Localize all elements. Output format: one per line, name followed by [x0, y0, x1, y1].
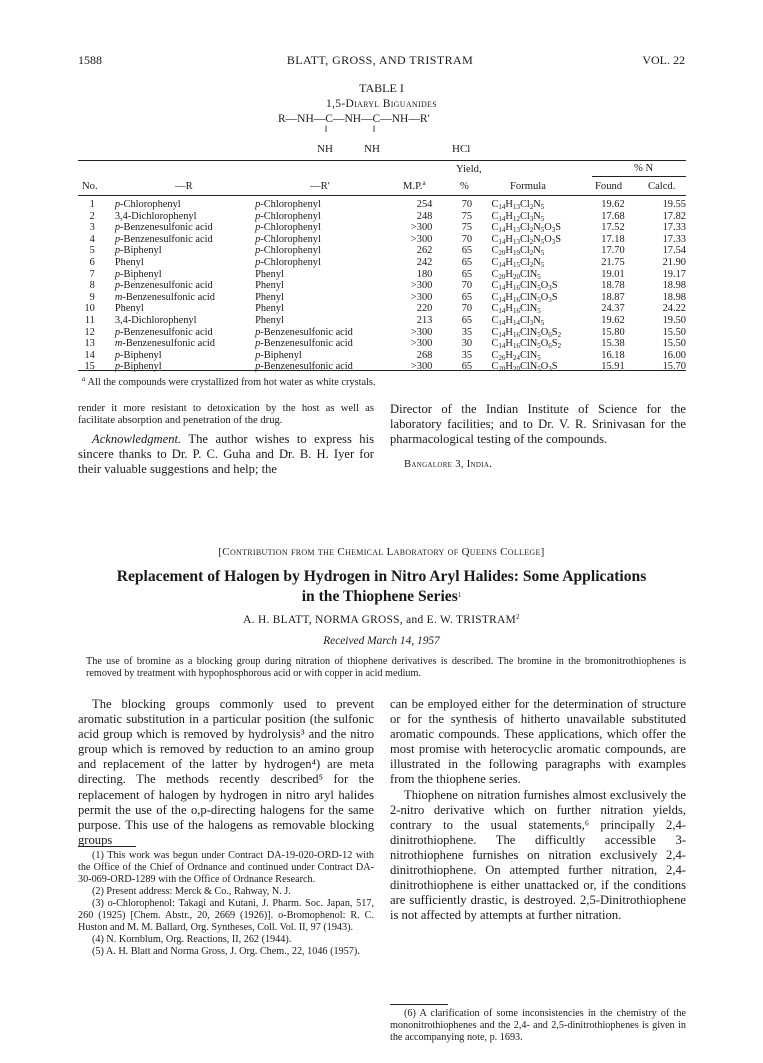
cell-yield: 70: [461, 233, 473, 245]
cell-found: 17.68: [601, 210, 625, 222]
header-formula: Formula: [510, 181, 546, 192]
cell-found: 19.62: [601, 314, 625, 326]
table-row: [78, 245, 686, 257]
cell-formula: $C_{20}H_{19}Cl_2N_5$: [491, 245, 545, 258]
cell-mp: >300: [410, 280, 433, 292]
cell-mp: >300: [410, 291, 433, 303]
table-row: [78, 211, 686, 223]
cell-r-prime: p-Chlorophenyl: [255, 199, 321, 210]
cell-r: p-Benzenesulfonic acid: [114, 222, 213, 234]
article-title: Replacement of Halogen by Hydrogen in Nitro Aryl Halides: Some Applications in the Thiophene Series$^1$: [116, 568, 647, 605]
cell-calcd: 21.90: [662, 256, 686, 268]
cell-no: 9: [89, 291, 95, 303]
cell-r: p-Biphenyl: [114, 349, 162, 361]
table-row: [78, 199, 686, 211]
table-row: [78, 338, 686, 350]
biguanide-table: [78, 199, 686, 373]
structure-formula: R—NH—C—NH—C—NH—R′: [278, 113, 431, 125]
cell-found: 19.62: [601, 199, 625, 210]
footnote-3: (3) o-Chlorophenol: Takagi and Kutani, J. Pharm. Soc. Japan, 517, 260 (1925) [Chem. Abstr., 20, 2669 (1926)]. o-Bromophenol: R. C. Huston and M. M. Ballard, Org. Syntheses, Coll. Vol. II, 97 (1943).: [78, 898, 374, 933]
footnote-6: (6) A clarification of some inconsistencies in the chemistry of the mononitrothiophenes and the 2,4- and 2,5-dinitrothiophenes is given in the accompanying note, p. 1693.: [390, 1008, 686, 1043]
cell-no: 1: [89, 199, 95, 210]
cell-mp: 262: [416, 245, 433, 257]
cell-r-prime: Phenyl: [255, 303, 284, 315]
cell-r-prime: p-Benzenesulfonic acid: [255, 326, 353, 338]
cell-calcd: 16.00: [662, 349, 686, 361]
table-row: [78, 350, 686, 362]
header-yield: Yield,: [456, 164, 482, 175]
cell-no: 14: [84, 349, 95, 361]
footnote-4: (4) N. Kornblum, Org. Reactions, II, 262 (1944).: [92, 934, 292, 945]
cell-found: 17.70: [601, 245, 625, 257]
double-bond-mark-2: ‖: [373, 124, 376, 134]
cell-found: 16.18: [601, 349, 625, 361]
cell-yield: 70: [461, 303, 473, 315]
cell-no: 5: [89, 245, 95, 257]
cell-formula: $C_{14}H_{16}ClN_5O_3S$: [491, 291, 558, 304]
table-row: [78, 234, 686, 246]
right-paragraph-2: Thiophene on nitration furnishes almost exclusively the 2-nitro derivative which on further nitration yields, contrary to the usual statements,⁶ principally 2,4-dinitrothiophene. The difficultly accessible 3-nitrothiophene furnishes on nitration exclusively 2,4-dinitrothiophene. On attempted further nitration, 2,4-dinitrothiophene is either unattacked or, if the conditions are sufficiently drastic, is destroyed. 2,5-Dinitrothiophene is not affected by attempts at further nitration.: [390, 787, 686, 923]
table-row: [78, 269, 686, 281]
cell-formula: $C_{14}H_{16}ClN_5$: [491, 303, 541, 316]
cell-found: 17.52: [601, 222, 625, 234]
cell-mp: >300: [410, 233, 433, 245]
cell-r-prime: p-Chlorophenyl: [255, 256, 321, 268]
cell-yield: 65: [461, 291, 473, 303]
cell-r-prime: Phenyl: [255, 314, 284, 326]
cell-no: 3: [89, 222, 95, 234]
cell-mp: >300: [410, 222, 433, 234]
table-top-rule: [78, 160, 686, 161]
cell-yield: 35: [461, 326, 473, 338]
cell-no: 4: [89, 233, 95, 245]
cell-found: 15.80: [601, 326, 625, 338]
cell-yield: 65: [461, 314, 473, 326]
cell-r: p-Biphenyl: [114, 361, 162, 373]
prev-article-right-text: Director of the Indian Institute of Science for the laboratory facilities; and to Dr. V. R. Srinivasan for the pharmacological testing of the compounds.: [390, 402, 686, 447]
cell-yield: 30: [461, 338, 473, 350]
cell-found: 18.87: [601, 291, 625, 303]
cell-mp: 180: [416, 268, 433, 280]
cell-yield: 35: [461, 349, 473, 361]
cell-r-prime: p-Chlorophenyl: [255, 210, 321, 222]
cell-r-prime: p-Chlorophenyl: [255, 233, 321, 245]
cell-calcd: 19.50: [662, 314, 686, 326]
cell-found: 15.38: [601, 338, 625, 350]
received-date: Received March 14, 1957: [323, 635, 440, 647]
cell-mp: >300: [410, 338, 433, 350]
cell-yield: 65: [461, 256, 473, 268]
cell-formula: $C_{14}H_{14}Cl_3N_5$: [491, 314, 545, 327]
cell-found: 15.91: [601, 361, 625, 373]
table-footnote: $^a$ All the compounds were crystallized from hot water as white crystals.: [82, 375, 376, 388]
cell-r: p-Benzenesulfonic acid: [114, 326, 213, 338]
cell-yield: 65: [461, 268, 473, 280]
cell-calcd: 17.33: [662, 233, 686, 245]
place-line: Bangalore 3, India.: [404, 459, 493, 471]
cell-r: p-Chlorophenyl: [114, 199, 181, 210]
structure-nh-1: NH: [317, 143, 333, 155]
cell-r-prime: p-Benzenesulfonic acid: [255, 338, 353, 350]
acknowledgment: Acknowledgment. The author wishes to express his sincere thanks to Dr. P. C. Guha and Dr. B. H. Iyer for their valuable suggestions and help; the: [78, 431, 374, 476]
cell-r: p-Biphenyl: [114, 245, 162, 257]
cell-found: 24.37: [601, 303, 625, 315]
right-column-text: [390, 697, 686, 923]
cell-calcd: 15.50: [662, 326, 686, 338]
cell-r: m-Benzenesulfonic acid: [114, 338, 215, 350]
cell-mp: 254: [416, 199, 433, 210]
n-percent-rule: [592, 176, 686, 177]
prev-article-left: [78, 403, 374, 477]
cell-yield: 75: [461, 222, 473, 234]
cell-yield: 65: [461, 361, 473, 373]
cell-r: Phenyl: [114, 256, 144, 268]
cell-mp: 242: [416, 256, 433, 268]
right-paragraph-1: can be employed either for the determination of structure or for the synthesis of hitherto unavailable substituted aromatic compounds. These applications, which offer the most promise with heterocyclic aromatic compounds, are illustrated in the following paragraphs with examples from the thiophene series.: [390, 697, 686, 787]
header-no: No.: [82, 181, 98, 192]
cell-calcd: 17.33: [662, 222, 686, 234]
table-row: [78, 303, 686, 315]
table-title: 1,5-Diaryl Biguanides: [326, 98, 437, 110]
header-found: Found: [595, 181, 623, 192]
cell-found: 17.18: [601, 233, 625, 245]
cell-mp: 248: [416, 210, 433, 222]
cell-no: 13: [84, 338, 95, 350]
cell-calcd: 15.70: [662, 361, 686, 373]
cell-r-prime: p-Benzenesulfonic acid: [255, 361, 353, 373]
cell-calcd: 17.82: [662, 210, 686, 222]
cell-formula: $C_{14}H_{16}ClN_5O_3S$: [491, 280, 558, 293]
cell-r: p-Benzenesulfonic acid: [114, 233, 213, 245]
cell-mp: 213: [416, 314, 433, 326]
table-row: [78, 257, 686, 269]
double-bond-mark-1: ‖: [325, 124, 329, 134]
table-label: TABLE I: [359, 81, 404, 95]
abstract: The use of bromine as a blocking group during nitration of thiophene derivatives is described. The bromine in the bromonitrothiophenes is removed by treatment with hypophosphorous acid or with copper in acid medium.: [86, 656, 686, 680]
cell-no: 2: [89, 210, 95, 222]
cell-formula: $C_{14}H_{16}ClN_5O_6S_2$: [491, 338, 562, 351]
cell-calcd: 24.22: [662, 303, 686, 315]
authors: A. H. BLATT, NORMA GROSS, and E. W. TRISTRAM$^2$: [243, 613, 520, 626]
cell-no: 6: [89, 256, 95, 268]
cell-calcd: 19.17: [662, 268, 686, 280]
table-row: [78, 327, 686, 339]
header-n-percent: % N: [634, 163, 654, 174]
cell-r: m-Benzenesulfonic acid: [114, 291, 215, 303]
cell-r: Phenyl: [114, 303, 144, 315]
running-title: BLATT, GROSS, AND TRISTRAM: [286, 53, 474, 67]
table-row: [78, 222, 686, 234]
cell-mp: >300: [410, 326, 433, 338]
cell-no: 10: [84, 303, 95, 315]
cell-r: p-Biphenyl: [114, 268, 162, 280]
cell-yield: 65: [461, 245, 473, 257]
cell-formula: $C_{14}H_{13}Cl_2N_5O_3S$: [491, 222, 562, 235]
footnote-1: (1) This work was begun under Contract DA-19-020-ORD-12 with the Office of the Chief of Ordnance and continued under Contract DA-30-069-ORD-1289 with the Office of Ordnance Research.: [78, 850, 374, 885]
cell-yield: 70: [461, 199, 473, 210]
cell-calcd: 15.50: [662, 338, 686, 350]
cell-r: 3,4-Dichlorophenyl: [114, 314, 197, 326]
cell-yield: 70: [461, 280, 473, 292]
cell-r: p-Benzenesulfonic acid: [114, 280, 213, 292]
cell-no: 15: [84, 361, 95, 373]
cell-no: 7: [89, 268, 95, 280]
cell-no: 11: [84, 314, 95, 326]
table-row: [78, 361, 686, 373]
structure-hcl: HCl: [452, 143, 471, 155]
table-row: [78, 315, 686, 327]
prev-article-text: render it more resistant to detoxication by the host as well as facilitate absorption and penetration of the drug.: [78, 403, 374, 427]
prev-article-right: [390, 402, 686, 470]
structure-nh-2: NH: [364, 143, 380, 155]
cell-r: 3,4-Dichlorophenyl: [114, 210, 197, 222]
cell-mp: 268: [416, 349, 433, 361]
footnote-5: (5) A. H. Blatt and Norma Gross, J. Org. Chem., 22, 1046 (1957).: [92, 946, 360, 957]
cell-r-prime: Phenyl: [255, 280, 284, 292]
cell-no: 8: [89, 280, 95, 292]
page-number: 1588: [78, 53, 102, 67]
cell-found: 19.01: [601, 268, 625, 280]
footnote-rule-left: [78, 846, 136, 847]
cell-r-prime: Phenyl: [255, 291, 284, 303]
header-mp: M.P.$^a$: [403, 179, 426, 192]
cell-formula: $C_{20}H_{20}ClN_5$: [491, 268, 541, 281]
cell-formula: $C_{14}H_{16}ClN_5O_6S_2$: [491, 326, 562, 339]
footnote-2: (2) Present address: Merck & Co., Rahway, N. J.: [92, 886, 291, 897]
cell-formula: $C_{14}H_{13}Cl_2N_5$: [491, 199, 545, 211]
cell-calcd: 19.55: [662, 199, 686, 210]
cell-yield: 75: [461, 210, 473, 222]
cell-r-prime: p-Chlorophenyl: [255, 245, 321, 257]
left-column-text: The blocking groups commonly used to prevent aromatic substitution in a particular position (the sulfonic acid group which is removed by hydrolysis³ and the nitro group which is removed by reduction to an amino group and replacement of the latter by hydrogen⁴) are meta directing. The methods recently described⁵ for the replacement of halogen by hydrogen in nitro aryl halides permit the use of the o,p-directing halogens for the same purpose. This use of the halogens as removable blocking groups: [78, 697, 374, 847]
cell-calcd: 17.54: [662, 245, 686, 257]
cell-r-prime: p-Chlorophenyl: [255, 222, 321, 234]
header-r-prime: —R′: [310, 181, 330, 192]
cell-calcd: 18.98: [662, 291, 686, 303]
cell-found: 21.75: [601, 256, 625, 268]
cell-formula: $C_{14}H_{12}Cl_3N_5$: [491, 210, 545, 223]
header-calcd: Calcd.: [648, 181, 676, 192]
contribution-line: [Contribution from the Chemical Laboratory of Queens College]: [218, 546, 545, 558]
cell-formula: $C_{26}H_{24}ClN_5$: [491, 349, 541, 362]
cell-formula: $C_{20}H_{20}ClN_5O_3S$: [491, 361, 558, 374]
header-r: —R: [175, 181, 193, 192]
cell-r-prime: Phenyl: [255, 268, 284, 280]
table-row: [78, 280, 686, 292]
cell-calcd: 18.98: [662, 280, 686, 292]
cell-no: 12: [84, 326, 95, 338]
cell-formula: $C_{14}H_{13}Cl_2N_5O_3S$: [491, 233, 562, 246]
cell-found: 18.78: [601, 280, 625, 292]
cell-mp: >300: [410, 361, 433, 373]
footnote-rule-right: [390, 1004, 448, 1005]
table-row: [78, 292, 686, 304]
cell-mp: 220: [416, 303, 433, 315]
cell-formula: $C_{14}H_{15}Cl_2N_5$: [491, 256, 545, 269]
header-yield-unit: %: [460, 181, 469, 192]
cell-r-prime: p-Biphenyl: [255, 349, 302, 361]
footnotes-left: [78, 850, 374, 958]
volume-label: VOL. 22: [642, 53, 685, 67]
table-header-rule: [78, 195, 686, 196]
